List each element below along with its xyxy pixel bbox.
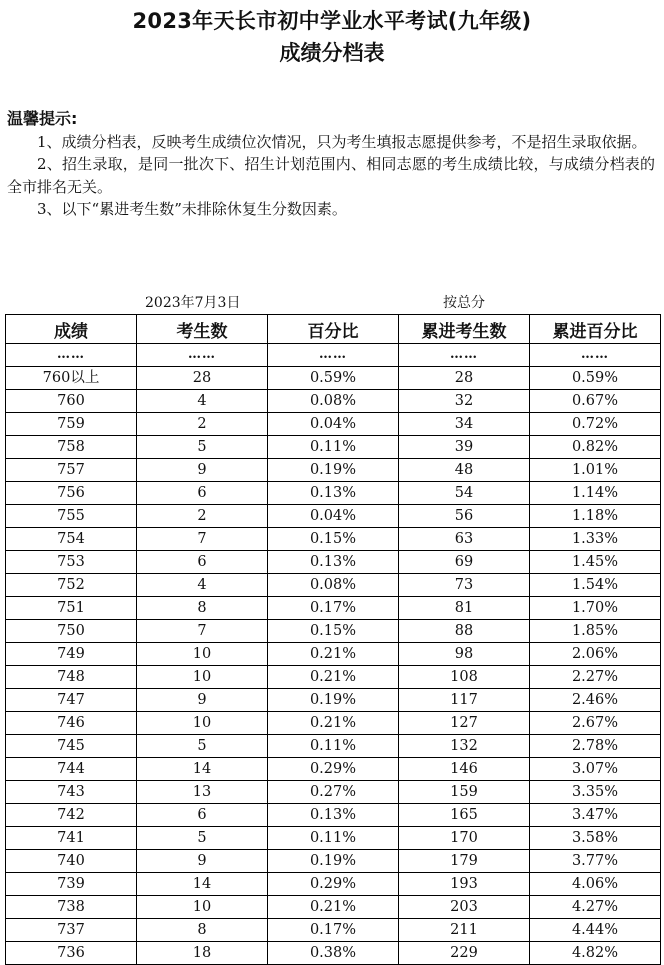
- cumulative-count-cell: 69: [399, 551, 530, 574]
- cumulative-count-cell: 32: [399, 390, 530, 413]
- percent-cell: 0.08%: [268, 574, 399, 597]
- table-meta: [5, 290, 661, 312]
- count-cell: 10: [137, 643, 268, 666]
- cumulative-count-cell: 73: [399, 574, 530, 597]
- cumulative-percent-cell: 1.85%: [530, 620, 661, 643]
- percent-cell: 0.15%: [268, 620, 399, 643]
- cumulative-percent-cell: 3.35%: [530, 781, 661, 804]
- table-row: [6, 758, 661, 781]
- count-cell: 2: [137, 505, 268, 528]
- score-cell: 753: [6, 551, 137, 574]
- score-cell: 744: [6, 758, 137, 781]
- score-cell: 738: [6, 896, 137, 919]
- table-row: [6, 413, 661, 436]
- count-cell: 10: [137, 896, 268, 919]
- table-row: [6, 827, 661, 850]
- cumulative-count-cell: 98: [399, 643, 530, 666]
- table-row: [6, 919, 661, 942]
- table-row: [6, 643, 661, 666]
- percent-cell: 0.15%: [268, 528, 399, 551]
- table-row: [6, 367, 661, 390]
- ellipsis-row: [6, 344, 661, 367]
- cumulative-percent-cell: 1.01%: [530, 459, 661, 482]
- cumulative-count-cell: 211: [399, 919, 530, 942]
- percent-cell: 0.21%: [268, 666, 399, 689]
- ellipsis-cell: ……: [137, 344, 268, 367]
- note-item-3: 3、以下“累进考生数”未排除休复生分数因素。: [37, 200, 347, 218]
- cumulative-percent-cell: 3.47%: [530, 804, 661, 827]
- cumulative-percent-cell: 0.82%: [530, 436, 661, 459]
- count-cell: 5: [137, 827, 268, 850]
- cumulative-count-cell: 48: [399, 459, 530, 482]
- cumulative-count-cell: 203: [399, 896, 530, 919]
- cumulative-percent-cell: 0.59%: [530, 367, 661, 390]
- count-cell: 2: [137, 413, 268, 436]
- table-row: [6, 459, 661, 482]
- score-cell: 747: [6, 689, 137, 712]
- score-cell: 758: [6, 436, 137, 459]
- count-cell: 13: [137, 781, 268, 804]
- cumulative-count-cell: 88: [399, 620, 530, 643]
- percent-cell: 0.38%: [268, 942, 399, 965]
- count-cell: 6: [137, 551, 268, 574]
- cumulative-percent-cell: 0.67%: [530, 390, 661, 413]
- cumulative-count-cell: 56: [399, 505, 530, 528]
- score-cell: 749: [6, 643, 137, 666]
- ellipsis-cell: ……: [268, 344, 399, 367]
- cumulative-percent-cell: 1.14%: [530, 482, 661, 505]
- cumulative-count-cell: 63: [399, 528, 530, 551]
- cumulative-count-cell: 159: [399, 781, 530, 804]
- cumulative-percent-cell: 2.27%: [530, 666, 661, 689]
- percent-cell: 0.08%: [268, 390, 399, 413]
- table-row: [6, 896, 661, 919]
- score-cell: 751: [6, 597, 137, 620]
- count-cell: 9: [137, 850, 268, 873]
- percent-cell: 0.29%: [268, 873, 399, 896]
- percent-cell: 0.21%: [268, 643, 399, 666]
- count-cell: 8: [137, 597, 268, 620]
- cumulative-percent-cell: 2.78%: [530, 735, 661, 758]
- cumulative-percent-cell: 1.33%: [530, 528, 661, 551]
- score-cell: 760以上: [6, 367, 137, 390]
- cumulative-percent-cell: 0.72%: [530, 413, 661, 436]
- report-date: 2023年7月3日: [145, 295, 241, 311]
- cumulative-count-cell: 54: [399, 482, 530, 505]
- header-cumulative-count: 累进考生数: [399, 315, 530, 344]
- cumulative-count-cell: 179: [399, 850, 530, 873]
- count-cell: 6: [137, 482, 268, 505]
- score-cell: 750: [6, 620, 137, 643]
- percent-cell: 0.59%: [268, 367, 399, 390]
- table-row: [6, 551, 661, 574]
- header-score: 成绩: [6, 315, 137, 344]
- table-body: [6, 344, 661, 965]
- cumulative-count-cell: 170: [399, 827, 530, 850]
- table-row: [6, 781, 661, 804]
- score-cell: 756: [6, 482, 137, 505]
- table-row: [6, 482, 661, 505]
- cumulative-percent-cell: 1.54%: [530, 574, 661, 597]
- score-cell: 746: [6, 712, 137, 735]
- cumulative-count-cell: 165: [399, 804, 530, 827]
- notes-heading: 温馨提示:: [7, 109, 78, 128]
- cumulative-percent-cell: 2.67%: [530, 712, 661, 735]
- table-row: [6, 390, 661, 413]
- cumulative-count-cell: 127: [399, 712, 530, 735]
- percent-cell: 0.17%: [268, 597, 399, 620]
- score-distribution-table: [5, 314, 661, 965]
- note-item-2: 2、招生录取，是同一批次下、招生计划范围内、相同志愿的考生成绩比较，与成绩分档表的全市排名无关。: [7, 155, 655, 196]
- table-row: [6, 942, 661, 965]
- percent-cell: 0.13%: [268, 804, 399, 827]
- cumulative-percent-cell: 4.27%: [530, 896, 661, 919]
- cumulative-percent-cell: 3.07%: [530, 758, 661, 781]
- score-cell: 752: [6, 574, 137, 597]
- cumulative-percent-cell: 4.06%: [530, 873, 661, 896]
- table-row: [6, 712, 661, 735]
- header-percent: 百分比: [268, 315, 399, 344]
- table-row: [6, 873, 661, 896]
- percent-cell: 0.04%: [268, 413, 399, 436]
- score-cell: 739: [6, 873, 137, 896]
- percent-cell: 0.21%: [268, 896, 399, 919]
- cumulative-percent-cell: 4.44%: [530, 919, 661, 942]
- percent-cell: 0.11%: [268, 436, 399, 459]
- table-row: [6, 804, 661, 827]
- note-item-1: 1、成绩分档表，反映考生成绩位次情况，只为考生填报志愿提供参考，不是招生录取依据。: [37, 132, 647, 151]
- percent-cell: 0.19%: [268, 689, 399, 712]
- cumulative-percent-cell: 1.18%: [530, 505, 661, 528]
- cumulative-percent-cell: 1.45%: [530, 551, 661, 574]
- percent-cell: 0.13%: [268, 551, 399, 574]
- table-row: [6, 620, 661, 643]
- cumulative-percent-cell: 3.77%: [530, 850, 661, 873]
- table-header-row: [6, 315, 661, 344]
- cumulative-count-cell: 108: [399, 666, 530, 689]
- table-row: [6, 436, 661, 459]
- table-row: [6, 528, 661, 551]
- percent-cell: 0.04%: [268, 505, 399, 528]
- count-cell: 5: [137, 735, 268, 758]
- score-cell: 757: [6, 459, 137, 482]
- score-cell: 755: [6, 505, 137, 528]
- count-cell: 28: [137, 367, 268, 390]
- ellipsis-cell: ……: [530, 344, 661, 367]
- count-cell: 4: [137, 574, 268, 597]
- cumulative-percent-cell: 2.06%: [530, 643, 661, 666]
- percent-cell: 0.19%: [268, 459, 399, 482]
- count-cell: 14: [137, 873, 268, 896]
- table-row: [6, 735, 661, 758]
- score-cell: 741: [6, 827, 137, 850]
- ellipsis-cell: ……: [399, 344, 530, 367]
- page-subtitle: 成绩分档表: [279, 41, 385, 65]
- page-title: 2023年天长市初中学业水平考试(九年级): [132, 9, 532, 33]
- cumulative-count-cell: 117: [399, 689, 530, 712]
- count-cell: 7: [137, 620, 268, 643]
- header-cumulative-percent: 累进百分比: [530, 315, 661, 344]
- cumulative-percent-cell: 1.70%: [530, 597, 661, 620]
- score-cell: 748: [6, 666, 137, 689]
- percent-cell: 0.11%: [268, 827, 399, 850]
- percent-cell: 0.17%: [268, 919, 399, 942]
- count-cell: 10: [137, 712, 268, 735]
- percent-cell: 0.19%: [268, 850, 399, 873]
- count-cell: 8: [137, 919, 268, 942]
- percent-cell: 0.29%: [268, 758, 399, 781]
- percent-cell: 0.27%: [268, 781, 399, 804]
- table-row: [6, 689, 661, 712]
- count-cell: 7: [137, 528, 268, 551]
- score-cell: 742: [6, 804, 137, 827]
- notes-section: [7, 108, 655, 221]
- table-row: [6, 850, 661, 873]
- count-cell: 4: [137, 390, 268, 413]
- score-cell: 754: [6, 528, 137, 551]
- cumulative-percent-cell: 4.82%: [530, 942, 661, 965]
- score-cell: 743: [6, 781, 137, 804]
- percent-cell: 0.11%: [268, 735, 399, 758]
- cumulative-percent-cell: 3.58%: [530, 827, 661, 850]
- table-row: [6, 666, 661, 689]
- document-title: [0, 6, 664, 68]
- table-row: [6, 597, 661, 620]
- cumulative-count-cell: 81: [399, 597, 530, 620]
- cumulative-count-cell: 146: [399, 758, 530, 781]
- count-cell: 9: [137, 689, 268, 712]
- cumulative-percent-cell: 2.46%: [530, 689, 661, 712]
- cumulative-count-cell: 193: [399, 873, 530, 896]
- count-cell: 14: [137, 758, 268, 781]
- table-row: [6, 574, 661, 597]
- header-count: 考生数: [137, 315, 268, 344]
- count-cell: 6: [137, 804, 268, 827]
- score-cell: 759: [6, 413, 137, 436]
- cumulative-count-cell: 39: [399, 436, 530, 459]
- cumulative-count-cell: 132: [399, 735, 530, 758]
- score-cell: 737: [6, 919, 137, 942]
- count-cell: 18: [137, 942, 268, 965]
- count-cell: 10: [137, 666, 268, 689]
- score-cell: 740: [6, 850, 137, 873]
- percent-cell: 0.21%: [268, 712, 399, 735]
- score-cell: 736: [6, 942, 137, 965]
- cumulative-count-cell: 229: [399, 942, 530, 965]
- score-cell: 760: [6, 390, 137, 413]
- count-cell: 5: [137, 436, 268, 459]
- cumulative-count-cell: 28: [399, 367, 530, 390]
- table-row: [6, 505, 661, 528]
- ranking-basis: 按总分: [443, 295, 485, 311]
- ellipsis-cell: ……: [6, 344, 137, 367]
- count-cell: 9: [137, 459, 268, 482]
- score-cell: 745: [6, 735, 137, 758]
- cumulative-count-cell: 34: [399, 413, 530, 436]
- percent-cell: 0.13%: [268, 482, 399, 505]
